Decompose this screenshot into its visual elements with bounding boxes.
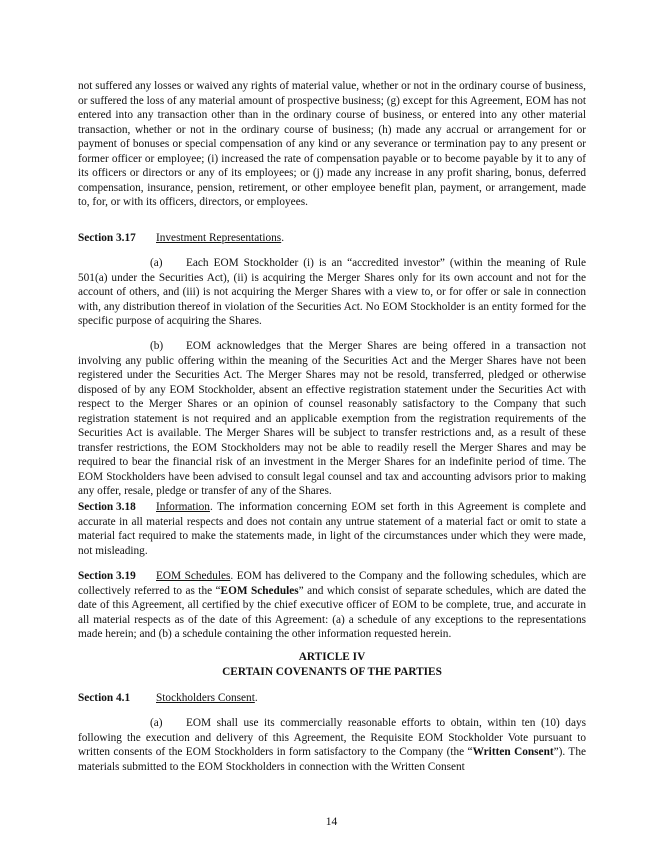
section-3-17-a: [78, 256, 586, 329]
section-number: Section 4.1: [78, 692, 131, 704]
section-text-part2: ” and which consist of separate schedules, which are dated the date of this Agreement, all certified by the chief executive officer of EOM to be complete, true, and accurate in all material respects as of the date of this Agreement: (a) a schedule of any exceptions to the representations made herein; and (b) a schedule containing the other information requested herein.: [78, 584, 586, 640]
section-3-19: Section 3.19 EOM Schedules. EOM has delivered to the Company and the following schedules, which are collectively referred to as the “EOM Schedules” and which consist of separate schedules, which are dated the date of this Agreement, all certified by the chief executive officer of EOM to be complete, true, and accurate in all material respects as of the date of this Agreement: (a) a schedule of any exceptions to the representations made herein; and (b) a schedule containing the other information requested herein.: [78, 570, 587, 640]
section-text: The information concerning EOM set forth in this Agreement is complete and accurate in all material respects and does not contain any untrue statement of a material fact or omit to state a material fact required to make the statements made, in light of the circumstances under which they were made, not misleading.: [78, 501, 586, 557]
section-number: Section 3.18: [78, 501, 136, 513]
section-title: Information: [156, 501, 210, 513]
clause-label: (a): [150, 717, 163, 729]
defined-term: Written Consent: [472, 746, 554, 758]
section-title: Stockholders Consent: [156, 692, 255, 704]
section-text-part1: EOM has delivered to the Company and the following schedules, which are collectively referred to as the “: [78, 570, 587, 597]
paragraph-continuation: not suffered any losses or waived any rights of material value, whether or not in the ordinary course of business, or suffered the loss of any material amount of prospective business; (g) except for this Agreement, EOM has not entered into any transaction other than in the ordinary course of business, or entered into any other material transaction, whether or not in the ordinary course of business; (h) made any accrual or arrangement for or payment of bonuses or special compensation of any kind or any severance or termination pay to any present or former officer or employee; (i) increased the rate of compensation payable or to become payable by it to any of its officers or directors or any of its employees; or (j) made any increase in any profit sharing, bonus, deferred compensation, insurance, pension, retirement, or other employee benefit plan, payment, or arrangement, made to, for, or with its officers, directors, or employees.: [78, 80, 586, 208]
article-number: ARTICLE IV: [298, 651, 366, 663]
section-title: Investment Representations: [156, 232, 282, 244]
clause-text-part2: ”). The materials submitted to the EOM Stockholders in connection with the Written Consent: [78, 746, 586, 773]
page-number: 14: [325, 816, 338, 828]
section-3-17-heading: Section 3.17 Investment Representations.: [78, 232, 285, 244]
section-3-17-b: [78, 339, 586, 499]
article-title: CERTAIN COVENANTS OF THE PARTIES: [222, 665, 442, 678]
section-4-1-a: [78, 716, 586, 774]
clause-label: (b): [150, 340, 164, 352]
section-title: EOM Schedules: [156, 570, 231, 582]
clause-text-part1: EOM shall use its commercially reasonable efforts to obtain, within ten (10) days following the execution and delivery of this Agreement, the Requisite EOM Stockholder Vote pursuant to written consents of the EOM Stockholders in form satisfactory to the Company (the “: [78, 717, 586, 758]
clause-text: Each EOM Stockholder (i) is an “accredited investor” (within the meaning of Rule 501(a) under the Securities Act), (ii) is acquiring the Merger Shares only for its own account and not for the account of others, and (iii) is not acquiring the Merger Shares with a view to, or for offer or sale in connection with, any distribution thereof in violation of the Securities Act. No EOM Stockholder is an entity formed for the specific purpose of acquiring the Shares.: [78, 257, 586, 327]
section-4-1-heading: Section 4.1 Stockholders Consent.: [78, 692, 258, 704]
clause-text: EOM acknowledges that the Merger Shares are being offered in a transaction not involving any public offering within the meaning of the Securities Act and the Merger Shares have not been registered under the Securities Act. The Merger Shares may not be resold, transferred, pledged or otherwise disposed of by any EOM Stockholder, absent an effective registration statement under the Securities Act with respect to the Merger Shares or an opinion of counsel reasonably satisfactory to the Company that such registration statement is not required and an applicable exemption from the registration requirements of the Securities Act is available. The Merger Shares will be subject to transfer restrictions and, as a result of these transfer restrictions, the EOM Stockholders may not be able to readily resell the Merger Shares and may be required to bear the financial risk of an investment in the Merger Shares for an indefinite period of time. The EOM Stockholders have been advised to consult legal counsel and tax and accounting advisors prior to making any offer, resale, pledge or transfer of any of the Shares.: [78, 340, 586, 497]
defined-term: EOM Schedules: [220, 584, 299, 597]
section-3-18: Section 3.18 Information. The information concerning EOM set forth in this Agreement is complete and accurate in all material respects and does not contain any untrue statement of a material fact or omit to state a material fact required to make the statements made, in light of the circumstances under which they were made, not misleading.: [78, 501, 586, 557]
article-heading: [78, 650, 586, 679]
clause-label: (a): [150, 257, 163, 269]
section-number: Section 3.19: [78, 570, 136, 582]
section-number: Section 3.17: [78, 232, 136, 244]
